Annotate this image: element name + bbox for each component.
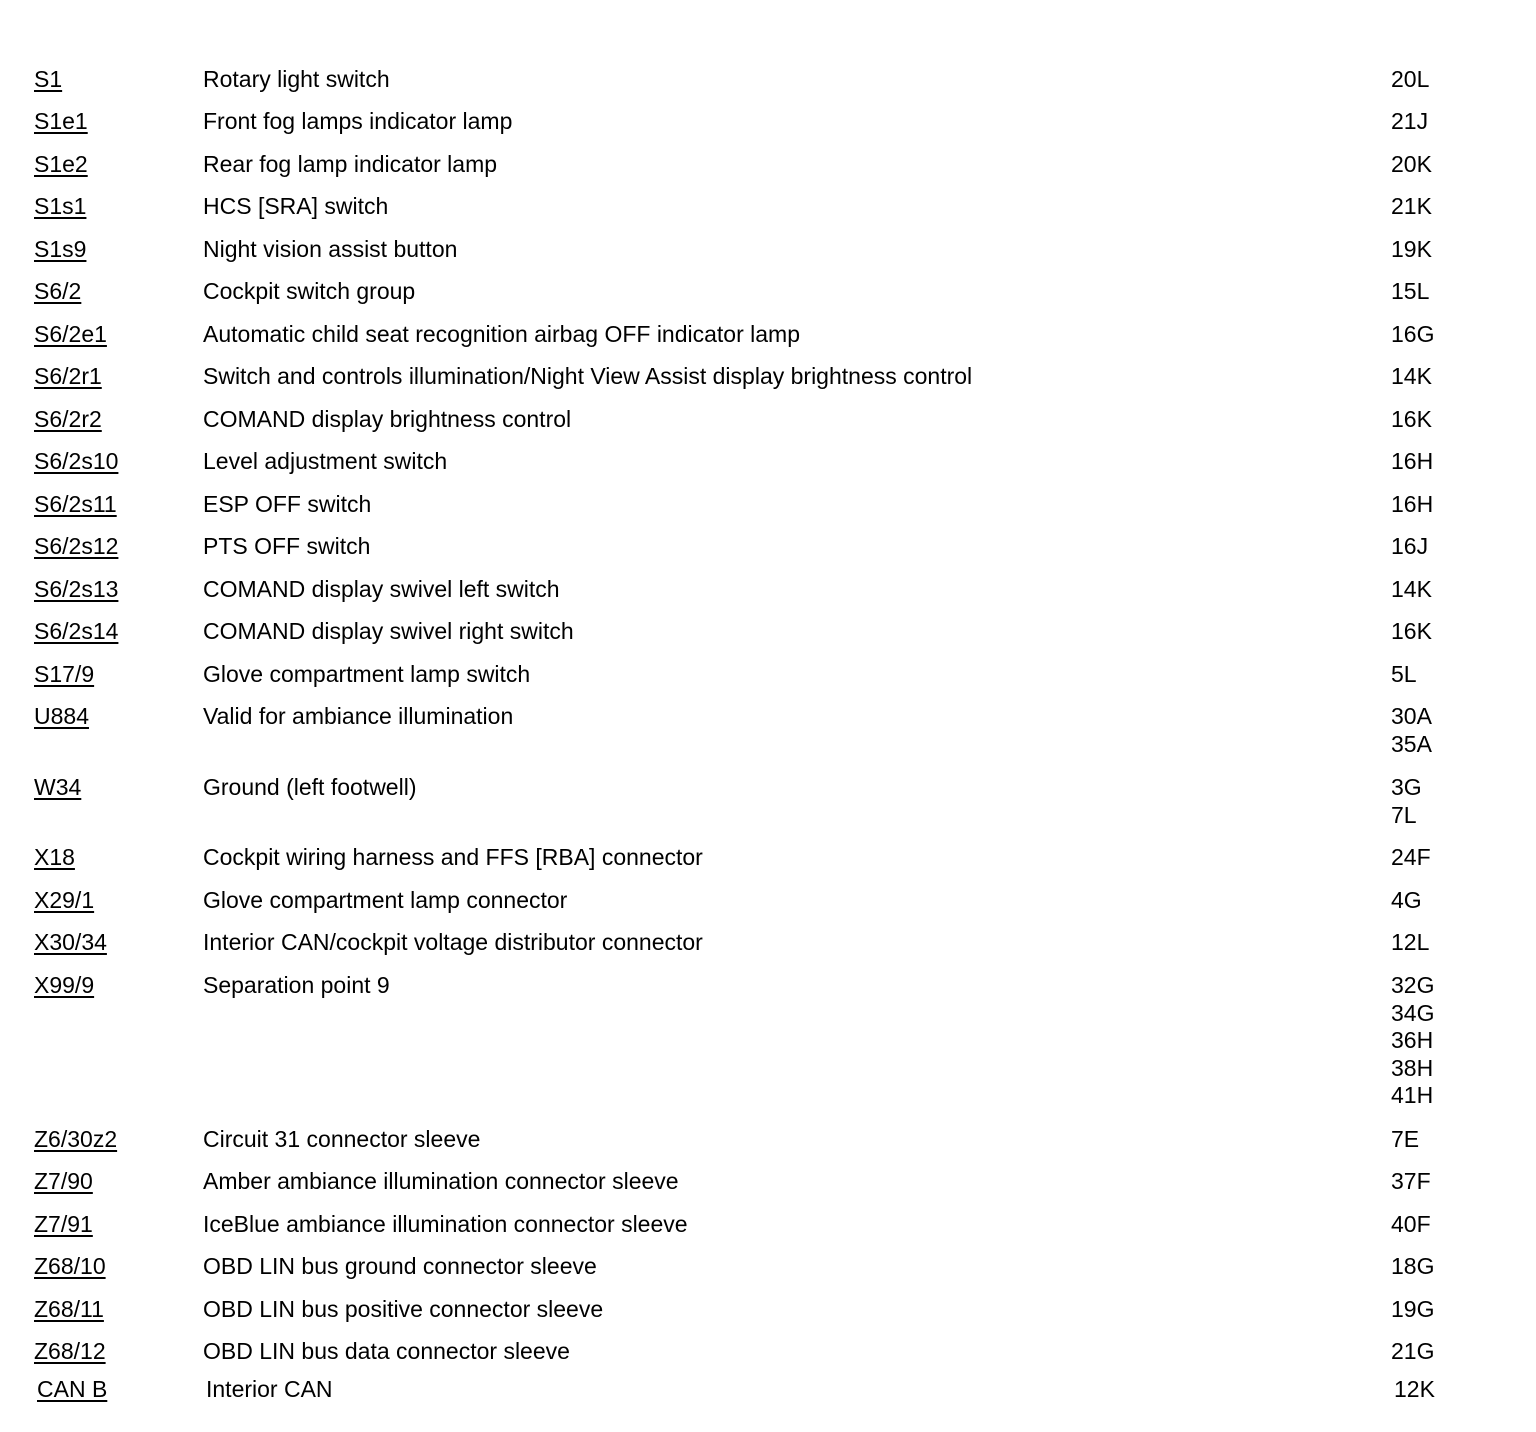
- component-description: Separation point 9: [203, 972, 390, 998]
- component-code-link[interactable]: S1s9: [34, 236, 87, 262]
- component-description: Night vision assist button: [203, 236, 458, 262]
- grid-reference: 19G: [1391, 1296, 1435, 1322]
- component-code-link[interactable]: S1s1: [34, 193, 87, 219]
- grid-reference: 32G: [1391, 972, 1435, 998]
- component-code-link[interactable]: X30/34: [34, 929, 107, 955]
- grid-reference-list: [1391, 887, 1422, 915]
- component-description: Level adjustment switch: [203, 448, 448, 474]
- grid-reference: 41H: [1391, 1082, 1434, 1108]
- grid-reference-list: [1391, 1126, 1419, 1154]
- component-description: Cockpit wiring harness and FFS [RBA] connector: [203, 844, 703, 870]
- grid-reference-list: [1391, 151, 1432, 179]
- grid-reference: 16K: [1391, 406, 1432, 432]
- component-description: OBD LIN bus data connector sleeve: [203, 1338, 570, 1364]
- grid-reference-list: [1391, 363, 1432, 391]
- component-code-link[interactable]: S6/2: [34, 278, 82, 304]
- component-code-link[interactable]: W34: [34, 774, 82, 800]
- grid-reference: 21J: [1391, 108, 1429, 134]
- component-description: Glove compartment lamp switch: [203, 661, 531, 687]
- component-description: Front fog lamps indicator lamp: [203, 108, 513, 134]
- component-description: Interior CAN/cockpit voltage distributor connector: [203, 929, 703, 955]
- component-code-link[interactable]: S6/2s14: [34, 618, 119, 644]
- grid-reference-list: [1391, 661, 1417, 689]
- grid-reference: 16H: [1391, 448, 1434, 474]
- grid-reference: 19K: [1391, 236, 1432, 262]
- component-description: COMAND display brightness control: [203, 406, 572, 432]
- component-code-link[interactable]: U884: [34, 703, 89, 729]
- grid-reference: 24F: [1391, 844, 1431, 870]
- grid-reference: 7E: [1391, 1126, 1420, 1152]
- component-description: Cockpit switch group: [203, 278, 416, 304]
- grid-reference: 21K: [1391, 193, 1432, 219]
- component-code-link[interactable]: S6/2r1: [34, 363, 102, 389]
- grid-reference: 20L: [1391, 66, 1430, 92]
- grid-reference: 5L: [1391, 661, 1417, 687]
- component-description: OBD LIN bus ground connector sleeve: [203, 1253, 597, 1279]
- grid-reference: 12L: [1391, 929, 1430, 955]
- component-description: COMAND display swivel right switch: [203, 618, 574, 644]
- component-code-link[interactable]: S6/2s13: [34, 576, 119, 602]
- grid-reference: 12K: [1394, 1376, 1435, 1402]
- grid-reference-list: [1391, 321, 1434, 349]
- component-code-link[interactable]: Z7/91: [34, 1211, 93, 1237]
- component-description: Valid for ambiance illumination: [203, 703, 514, 729]
- grid-reference-list: [1391, 844, 1431, 872]
- grid-reference: 40F: [1391, 1211, 1431, 1237]
- grid-reference: 15L: [1391, 278, 1430, 304]
- grid-reference-list: [1391, 533, 1428, 561]
- grid-reference-list: [1391, 278, 1429, 306]
- grid-reference-list: [1391, 1296, 1434, 1324]
- grid-reference: 30A: [1391, 703, 1432, 729]
- grid-reference-list: [1391, 972, 1434, 1110]
- component-code-link[interactable]: S1e1: [34, 108, 88, 134]
- grid-reference: 14K: [1391, 363, 1432, 389]
- component-description: Automatic child seat recognition airbag OFF indicator lamp: [203, 321, 801, 347]
- component-code-link[interactable]: CAN B: [37, 1376, 108, 1402]
- grid-reference: 38H: [1391, 1054, 1434, 1081]
- component-description: COMAND display swivel left switch: [203, 576, 560, 602]
- grid-reference-list: [1391, 1253, 1434, 1281]
- grid-reference: 37F: [1391, 1168, 1431, 1194]
- grid-reference-list: [1391, 108, 1428, 136]
- grid-reference: 3G: [1391, 774, 1422, 800]
- component-description: Interior CAN: [206, 1376, 333, 1402]
- grid-reference: 21G: [1391, 1338, 1435, 1364]
- grid-reference-list: [1391, 491, 1433, 519]
- grid-reference-list: [1391, 774, 1422, 829]
- grid-reference-list: [1391, 448, 1433, 476]
- grid-reference: 18G: [1391, 1253, 1435, 1279]
- grid-reference-list: [1391, 576, 1432, 604]
- component-code-link[interactable]: Z68/11: [34, 1296, 104, 1322]
- component-description: Circuit 31 connector sleeve: [203, 1126, 481, 1152]
- grid-reference-list: [1391, 929, 1429, 957]
- grid-reference: 20K: [1391, 151, 1432, 177]
- component-code-link[interactable]: X99/9: [34, 972, 95, 998]
- grid-reference-list: [1391, 1211, 1431, 1239]
- grid-reference-list: [1391, 193, 1432, 221]
- component-description: HCS [SRA] switch: [203, 193, 389, 219]
- component-code-link[interactable]: X29/1: [34, 887, 95, 913]
- component-description: Glove compartment lamp connector: [203, 887, 568, 913]
- grid-reference: 14K: [1391, 576, 1432, 602]
- component-code-link[interactable]: S1: [34, 66, 63, 92]
- component-code-link[interactable]: S6/2r2: [34, 406, 102, 432]
- component-description: PTS OFF switch: [203, 533, 371, 559]
- component-code-link[interactable]: Z6/30z2: [34, 1126, 118, 1152]
- grid-reference: 7L: [1391, 801, 1417, 828]
- component-description: Ground (left footwell): [203, 774, 417, 800]
- grid-reference: 35A: [1391, 730, 1432, 757]
- grid-reference-list: [1391, 406, 1432, 434]
- component-description: Rear fog lamp indicator lamp: [203, 151, 498, 177]
- component-code-link[interactable]: Z68/12: [34, 1338, 106, 1364]
- component-code-link[interactable]: S6/2s12: [34, 533, 119, 559]
- grid-reference-list: [1394, 1376, 1435, 1404]
- grid-reference: 36H: [1391, 1027, 1434, 1053]
- grid-reference: 16H: [1391, 491, 1434, 517]
- component-code-link[interactable]: S17/9: [34, 661, 95, 687]
- component-description: Amber ambiance illumination connector sleeve: [203, 1168, 679, 1194]
- grid-reference-list: [1391, 66, 1429, 94]
- grid-reference-list: [1391, 1168, 1431, 1196]
- grid-reference: 16J: [1391, 533, 1429, 559]
- grid-reference: 4G: [1391, 887, 1422, 913]
- component-code-link[interactable]: S6/2s11: [34, 491, 117, 517]
- component-description: OBD LIN bus positive connector sleeve: [203, 1296, 604, 1322]
- grid-reference: 16G: [1391, 321, 1435, 347]
- component-code-link[interactable]: S6/2s10: [34, 448, 119, 474]
- grid-reference-list: [1391, 618, 1432, 646]
- grid-reference-list: [1391, 236, 1432, 264]
- component-code-link[interactable]: Z68/10: [34, 1253, 106, 1279]
- component-description: ESP OFF switch: [203, 491, 372, 517]
- component-description: IceBlue ambiance illumination connector sleeve: [203, 1211, 688, 1237]
- component-code-link[interactable]: Z7/90: [34, 1168, 93, 1194]
- grid-reference-list: [1391, 703, 1432, 758]
- component-description: Rotary light switch: [203, 66, 390, 92]
- grid-reference-list: [1391, 1338, 1434, 1366]
- component-code-link[interactable]: S1e2: [34, 151, 88, 177]
- component-code-link[interactable]: S6/2e1: [34, 321, 107, 347]
- grid-reference: 16K: [1391, 618, 1432, 644]
- component-description: Switch and controls illumination/Night View Assist display brightness control: [203, 363, 973, 389]
- grid-reference: 34G: [1391, 999, 1435, 1026]
- component-code-link[interactable]: X18: [34, 844, 75, 870]
